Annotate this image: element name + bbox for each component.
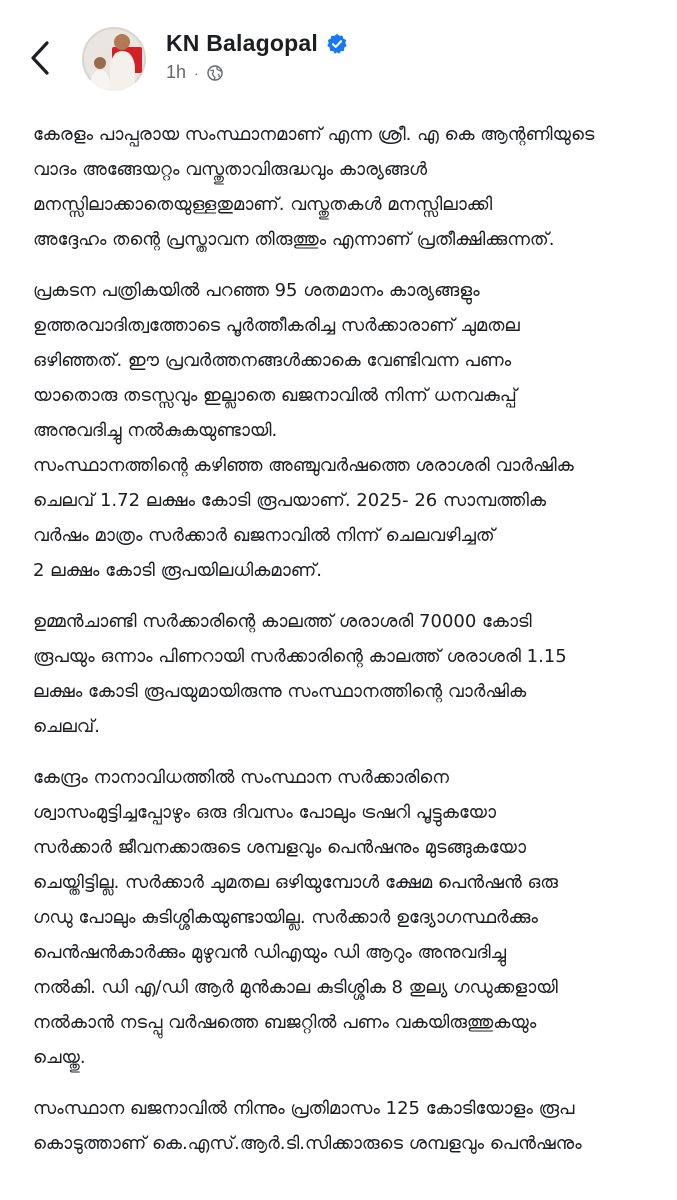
globe-icon (207, 65, 223, 81)
post-header (0, 0, 677, 110)
post-paragraph: ഉമ്മൻചാണ്ടി സർക്കാരിന്റെ കാലത്ത് ശരാശരി 70000 കോടി രൂപയും ഒന്നാം പിണറായി സർക്കാരിന്റെ കാലത്ത് ശരാശരി 1.15 ലക്ഷം കോടി രൂപയുമായിരുന്നു സംസ്ഥാനത്തിന്റെ വാർഷിക ചെലവ്. (33, 611, 567, 737)
back-button[interactable] (22, 36, 58, 80)
avatar-image (82, 27, 146, 91)
post-meta (166, 62, 223, 83)
avatar[interactable] (82, 27, 146, 91)
post-paragraph: സംസ്ഥാന ഖജനാവിൽ നിന്നും പ്രതിമാസം 125 കോടിയോളം രൂപ കൊടുത്താണ് കെ.എസ്.ആർ.ടി.സിക്കാരുടെ ശമ്പളവും പെൻഷനും (33, 1098, 582, 1154)
author-name[interactable]: KN Balagopal (166, 30, 318, 56)
post-body (33, 117, 658, 1161)
chevron-left-icon (30, 41, 50, 75)
post-paragraph: പ്രകടന പത്രികയിൽ പറഞ്ഞ 95 ശതമാനം കാര്യങ്ങളും ഉത്തരവാദിത്വത്തോടെ പൂർത്തീകരിച്ച സർക്കാരാണ് ചുമതല ഒഴിഞ്ഞത്. ഈ പ്രവർത്തനങ്ങൾക്കാകെ വേണ്ടിവന്ന പണം യാതൊരു തടസ്സവും ഇല്ലാതെ ഖജനാവിൽ നിന്ന് ധനവകുപ്പ് അനുവദിച്ചു നൽകുകയുണ്ടായി. സംസ്ഥാനത്തിന്റെ കഴിഞ്ഞ അഞ്ചുവർഷത്തെ ശരാശരി വാർഷിക ചെലവ് 1.72 ലക്ഷം കോടി രൂപയാണ്. 2025- 26 സാമ്പത്തിക വർഷം മാത്രം സർക്കാർ ഖജനാവിൽ നിന്ന് ചെലവഴിച്ചത് 2 ലക്ഷം കോടി രൂപയിലധികമാണ്. (33, 280, 574, 581)
author-row (166, 30, 348, 57)
separator-dot: · (194, 64, 199, 81)
post-paragraph: കേന്ദ്രം നാനാവിധത്തിൽ സംസ്ഥാന സർക്കാരിനെ ശ്വാസംമുട്ടിച്ചപ്പോഴും ഒരു ദിവസം പോലും ട്രഷറി പൂട്ടുകയോ സർക്കാർ ജീവനക്കാരുടെ ശമ്പളവും പെൻഷനും മുടങ്ങുകയോ ചെയ്തിട്ടില്ല. സർക്കാർ ചുമതല ഒഴിയുമ്പോൾ ക്ഷേമ പെൻഷൻ ഒരു ഗഡു പോലും കുടിശ്ശികയുണ്ടായില്ല. സർക്കാർ ഉദ്യോഗസ്ഥർക്കും പെൻഷൻകാർക്കും മുഴുവൻ ഡിഎയും ഡി ആറും അനുവദിച്ചു നൽകി. ഡി എ/ഡി ആർ മുൻകാല കുടിശ്ശിക 8 തുല്യ ഗഡുക്കളായി നൽകാൻ നടപ്പു വർഷത്തെ ബജറ്റിൽ പണം വകയിരുത്തുകയും ചെയ്തു. (33, 767, 558, 1068)
timestamp[interactable]: 1h (166, 62, 187, 82)
verified-badge-icon (326, 33, 348, 55)
post-paragraph: കേരളം പാപ്പരായ സംസ്ഥാനമാണ് എന്ന ശ്രീ. എ കെ ആന്റണിയുടെ വാദം അങ്ങേയറ്റം വസ്തുതാവിരുദ്ധവും കാര്യങ്ങൾ മനസ്സിലാക്കാതെയുള്ളതുമാണ്. വസ്തുതകൾ മനസ്സിലാക്കി അദ്ദേഹം തന്റെ പ്രസ്താവന തിരുത്തും എന്നാണ് പ്രതീക്ഷിക്കുന്നത്. (33, 124, 595, 250)
